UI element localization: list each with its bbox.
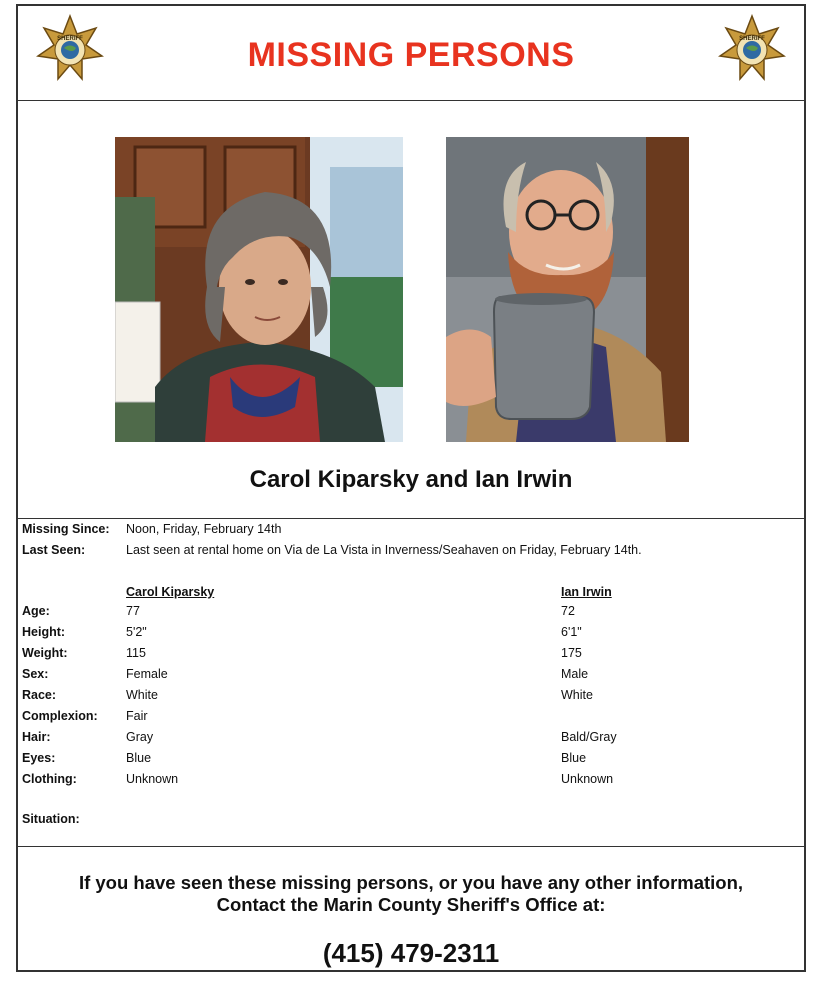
- person1-value: Gray: [126, 730, 154, 744]
- photo-ian-irwin: [446, 137, 689, 442]
- last-seen-label: Last Seen:: [22, 543, 86, 557]
- person2-value: White: [561, 688, 593, 702]
- phone-number: (415) 479-2311: [322, 938, 500, 968]
- sheriff-badge-icon: [718, 14, 786, 82]
- attribute-label: Height:: [22, 625, 66, 639]
- badge-text: SHERIFF: [739, 36, 765, 42]
- missing-since-label: Missing Since:: [22, 522, 110, 536]
- attribute-label: Weight:: [22, 646, 68, 660]
- attribute-label: Eyes:: [22, 751, 56, 765]
- attribute-label: Complexion:: [22, 709, 98, 723]
- last-seen-value: Last seen at rental home on Via de La Vista in Inverness/Seahaven on Friday, February 14th.: [126, 543, 642, 557]
- person2-value: 6'1": [561, 625, 582, 639]
- attribute-label: Clothing:: [22, 772, 77, 786]
- person1-value: 5'2": [126, 625, 147, 639]
- person2-value: Male: [561, 667, 589, 681]
- names-heading: Carol Kiparsky and Ian Irwin: [249, 466, 573, 493]
- attribute-label: Sex:: [22, 667, 49, 681]
- photo-carol-kiparsky: [115, 137, 403, 442]
- missing-since-value: Noon, Friday, February 14th: [126, 522, 282, 536]
- person1-value: White: [126, 688, 158, 702]
- person2-value: Bald/Gray: [561, 730, 617, 744]
- page-title: MISSING PERSONS: [247, 36, 575, 74]
- situation-label: Situation:: [22, 812, 80, 826]
- person1-value: 115: [126, 646, 146, 660]
- person2-value: 72: [561, 604, 575, 618]
- missing-persons-poster: [16, 4, 806, 972]
- attribute-label: Hair:: [22, 730, 51, 744]
- attribute-label: Race:: [22, 688, 57, 702]
- person1-value: Unknown: [126, 772, 179, 786]
- person1-column-heading: Carol Kiparsky: [126, 585, 215, 599]
- attribute-label: Age:: [22, 604, 50, 618]
- divider: [18, 518, 804, 519]
- person2-value: Blue: [561, 751, 587, 765]
- footer-line-2: Contact the Marin County Sheriff's Office at:: [216, 894, 606, 915]
- divider: [18, 846, 804, 847]
- person1-value: Fair: [126, 709, 148, 723]
- person1-value: Female: [126, 667, 168, 681]
- person2-value: 175: [561, 646, 582, 660]
- badge-text: SHERIFF: [57, 36, 83, 42]
- person1-value: Blue: [126, 751, 152, 765]
- footer-line-1: If you have seen these missing persons, or you have any other information,: [78, 872, 744, 893]
- person2-column-heading: Ian Irwin: [561, 585, 612, 599]
- poster-header: [18, 6, 804, 100]
- person1-value: 77: [126, 604, 140, 618]
- person2-value: Unknown: [561, 772, 614, 786]
- divider: [18, 100, 804, 101]
